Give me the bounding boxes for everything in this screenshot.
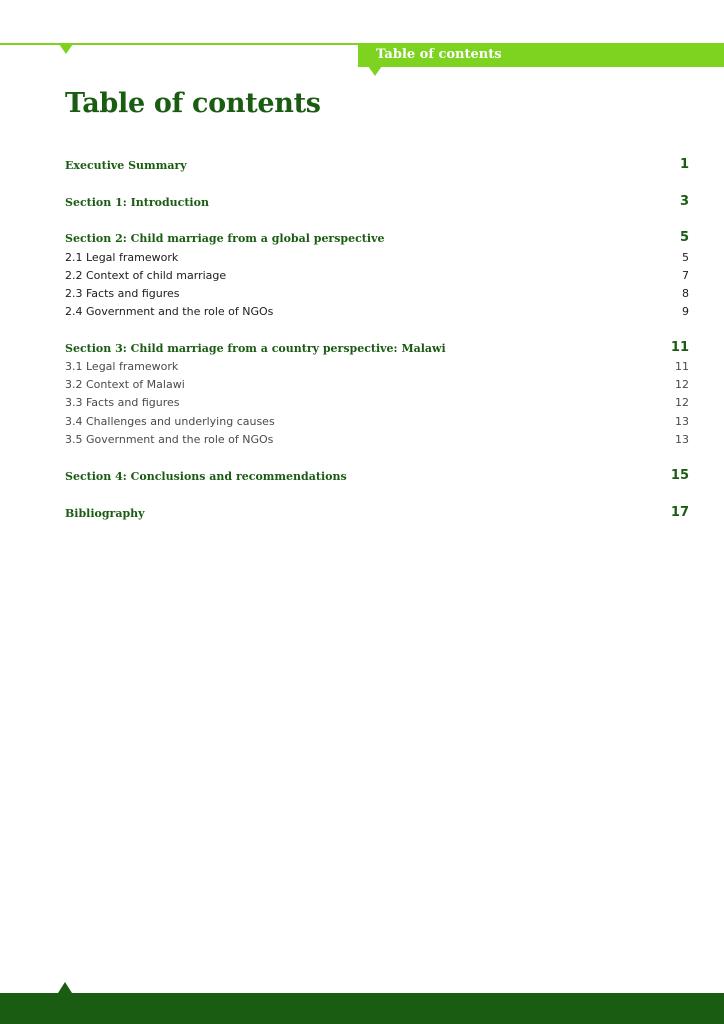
toc-subentry-3-1[interactable] (65, 360, 689, 378)
toc-entry-page: 17 (670, 505, 689, 520)
toc-subentry-label: 2.3 Facts and figures (65, 287, 180, 300)
toc-entry-page: 11 (670, 340, 689, 355)
toc-subentry-label: 3.2 Context of Malawi (65, 378, 185, 391)
toc-entry-page: 3 (679, 194, 689, 209)
toc-subentry-3-2[interactable] (65, 378, 689, 396)
toc-entry-section-3[interactable] (65, 342, 689, 360)
toc-entry-label: Section 4: Conclusions and recommendations (65, 470, 347, 483)
toc-subentry-2-1[interactable] (65, 251, 689, 269)
toc-entry-page: 1 (679, 157, 689, 172)
toc-subentry-label: 3.3 Facts and figures (65, 396, 180, 409)
toc-subentry-3-4[interactable] (65, 415, 689, 433)
footer-bar (0, 993, 724, 1024)
toc-subentry-label: 3.5 Government and the role of NGOs (65, 433, 274, 446)
toc-entry-bibliography[interactable] (65, 507, 689, 525)
page-title: Table of contents (65, 88, 321, 119)
toc-entry-section-1[interactable] (65, 196, 689, 214)
toc-entry-label: Executive Summary (65, 159, 187, 172)
toc-subentry-2-3[interactable] (65, 287, 689, 305)
toc-entry-section-4[interactable] (65, 470, 689, 488)
toc-entry-page: 5 (679, 230, 689, 245)
toc-entry-label: Bibliography (65, 507, 145, 520)
header-left-notch (59, 44, 73, 54)
footer-notch (58, 982, 72, 993)
toc-subentry-label: 2.1 Legal framework (65, 251, 179, 264)
toc-subentry-label: 2.2 Context of child marriage (65, 269, 227, 282)
toc-subentry-page: 9 (682, 305, 689, 318)
toc-entry-label: Section 3: Child marriage from a country perspective: Malawi (65, 342, 446, 355)
toc-subentry-2-2[interactable] (65, 269, 689, 287)
toc-subentry-page: 7 (682, 269, 689, 282)
toc-subentry-page: 5 (682, 251, 689, 264)
header-tab-label: Table of contents (376, 47, 502, 62)
header-tab (358, 43, 724, 67)
toc-subentry-label: 2.4 Government and the role of NGOs (65, 305, 274, 318)
toc-subentry-2-4[interactable] (65, 305, 689, 323)
toc-subentry-label: 3.1 Legal framework (65, 360, 179, 373)
toc-subentry-3-3[interactable] (65, 396, 689, 414)
toc-subentry-page: 12 (675, 378, 689, 391)
toc-subentry-page: 12 (675, 396, 689, 409)
toc-subentry-page: 13 (675, 433, 689, 446)
header-tab-notch (368, 66, 382, 76)
toc-subentry-label: 3.4 Challenges and underlying causes (65, 415, 275, 428)
toc-subentry-page: 13 (675, 415, 689, 428)
toc-entry-label: Section 2: Child marriage from a global perspective (65, 232, 385, 245)
toc-entry-executive-summary[interactable] (65, 159, 689, 177)
toc-subentry-3-5[interactable] (65, 433, 689, 451)
toc-subentry-page: 11 (675, 360, 689, 373)
toc-entry-section-2[interactable] (65, 232, 689, 250)
toc-subentry-page: 8 (682, 287, 689, 300)
toc-entry-label: Section 1: Introduction (65, 196, 209, 209)
toc-entry-page: 15 (670, 468, 689, 483)
